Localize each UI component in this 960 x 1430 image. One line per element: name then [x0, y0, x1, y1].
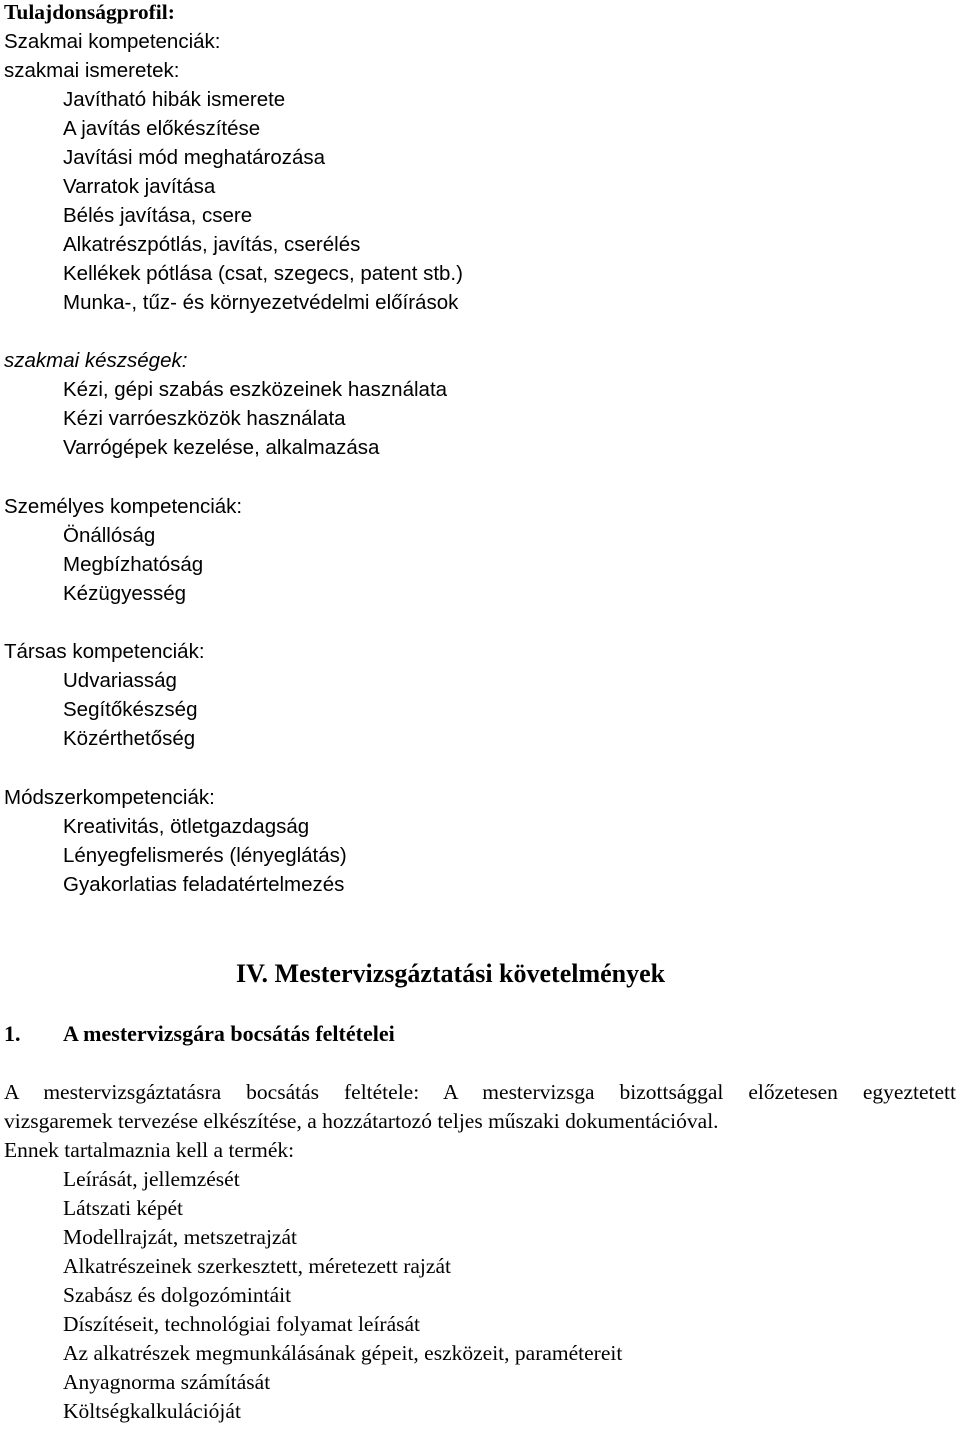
personal-item: Kézügyesség: [63, 582, 187, 605]
subsection-number: 1.: [4, 1021, 21, 1046]
personal-item: Önállóság: [63, 524, 156, 547]
professional-competencies-heading: Szakmai kompetenciák:: [4, 30, 221, 53]
product-item: Díszítéseit, technológiai folyamat leírását: [63, 1312, 421, 1336]
knowledge-item: Javítási mód meghatározása: [63, 146, 326, 169]
product-item: Szabász és dolgozómintáit: [63, 1283, 292, 1307]
knowledge-item: Javítható hibák ismerete: [63, 88, 286, 111]
product-item: Látszati képét: [63, 1196, 183, 1220]
skills-item: Kézi, gépi szabás eszközeinek használata: [63, 378, 448, 401]
product-intro: Ennek tartalmaznia kell a termék:: [4, 1138, 295, 1162]
social-item: Közérthetőség: [63, 727, 196, 750]
product-item: Alkatrészeinek szerkesztett, méretezett rajzát: [63, 1254, 451, 1278]
skills-heading: szakmai készségek:: [4, 349, 188, 372]
personal-competencies-heading: Személyes kompetenciák:: [4, 495, 243, 518]
social-item: Udvariasság: [63, 669, 177, 692]
social-competencies-heading: Társas kompetenciák:: [4, 640, 205, 663]
skills-item: Kézi varróeszközök használata: [63, 407, 346, 430]
profile-title: Tulajdonságprofil:: [4, 0, 175, 24]
subsection-title: A mestervizsgára bocsátás feltételei: [63, 1021, 395, 1046]
knowledge-item: Kellékek pótlása (csat, szegecs, patent stb.): [63, 262, 463, 285]
knowledge-item: Varratok javítása: [63, 175, 216, 198]
method-item: Lényegfelismerés (lényeglátás): [63, 844, 347, 867]
knowledge-item: A javítás előkészítése: [63, 117, 261, 140]
knowledge-heading: szakmai ismeretek:: [4, 59, 180, 82]
personal-item: Megbízhatóság: [63, 553, 204, 576]
product-item: Leírását, jellemzését: [63, 1167, 240, 1191]
product-item: Anyagnorma számítását: [63, 1370, 271, 1394]
paragraph-line: vizsgaremek tervezése elkészítése, a hozzátartozó teljes műszaki dokumentációval.: [4, 1109, 719, 1133]
knowledge-item: Munka-, tűz- és környezetvédelmi előírások: [63, 291, 459, 314]
product-item: Az alkatrészek megmunkálásának gépeit, eszközeit, paramétereit: [63, 1341, 623, 1365]
skills-item: Varrógépek kezelése, alkalmazása: [63, 436, 380, 459]
product-item: Költségkalkulációját: [63, 1399, 241, 1423]
social-item: Segítőkészség: [63, 698, 198, 721]
method-item: Kreativitás, ötletgazdagság: [63, 815, 310, 838]
knowledge-item: Bélés javítása, csere: [63, 204, 253, 227]
product-item: Modellrajzát, metszetrajzát: [63, 1225, 297, 1249]
knowledge-item: Alkatrészpótlás, javítás, cserélés: [63, 233, 361, 256]
paragraph-line: A mestervizsgáztatásra bocsátás feltétele: A mestervizsga bizottsággal előzetesen egyeztetett: [4, 1080, 956, 1104]
method-competencies-heading: Módszerkompetenciák:: [4, 786, 215, 809]
method-item: Gyakorlatias feladatértelmezés: [63, 873, 345, 896]
section-title: IV. Mestervizsgáztatási követelmények: [236, 959, 666, 988]
